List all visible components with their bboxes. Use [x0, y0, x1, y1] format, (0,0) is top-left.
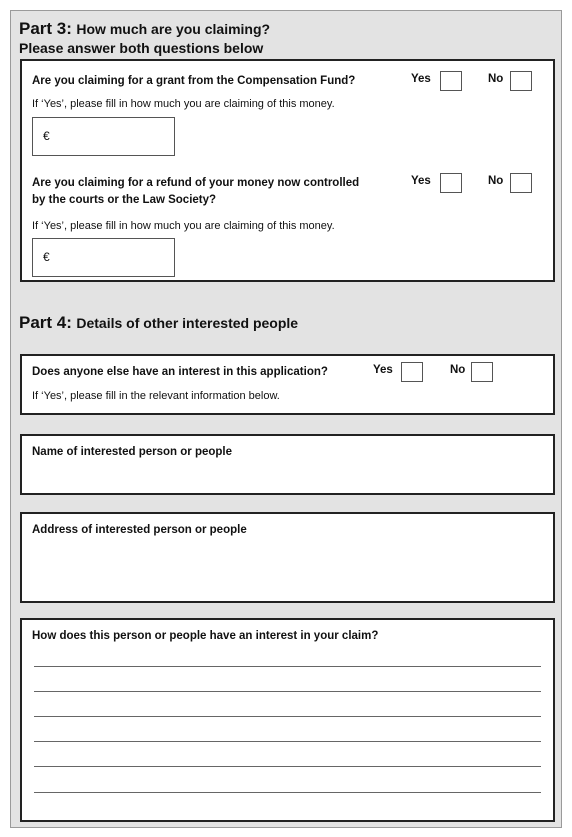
- interest-question: Does anyone else have an interest in this application?: [32, 366, 328, 378]
- form-page: [10, 10, 562, 828]
- grant-no-label: No: [488, 73, 504, 85]
- refund-note: If ‘Yes’, please fill in how much you are claiming of this money.: [32, 220, 335, 232]
- part4-title: Details of other interested people: [76, 315, 299, 331]
- interest-no-checkbox[interactable]: [471, 362, 493, 382]
- refund-yes-label: Yes: [411, 175, 431, 187]
- interested-address-label: Address of interested person or people: [32, 524, 247, 536]
- part3-instruction: Please answer both questions below: [19, 40, 264, 56]
- grant-no-checkbox[interactable]: [510, 71, 532, 91]
- writing-line: [34, 792, 541, 793]
- interest-yes-checkbox[interactable]: [401, 362, 423, 382]
- interested-name-box[interactable]: [20, 434, 555, 495]
- part3-title: How much are you claiming?: [76, 21, 271, 37]
- interest-reason-box[interactable]: [20, 618, 555, 822]
- refund-yes-checkbox[interactable]: [440, 173, 462, 193]
- interest-no-label: No: [450, 364, 466, 376]
- writing-line: [34, 691, 541, 692]
- writing-line: [34, 666, 541, 667]
- interested-name-label: Name of interested person or people: [32, 446, 233, 458]
- writing-line: [34, 716, 541, 717]
- grant-question: Are you claiming for a grant from the Compensation Fund?: [32, 75, 356, 87]
- part3-number: Part 3:: [19, 19, 72, 38]
- part3-heading: [19, 19, 270, 39]
- interest-reason-label: How does this person or people have an interest in your claim?: [32, 630, 379, 642]
- interested-address-box[interactable]: [20, 512, 555, 603]
- refund-no-label: No: [488, 175, 504, 187]
- refund-question-line1: Are you claiming for a refund of your money now controlled: [32, 177, 360, 189]
- writing-line: [34, 766, 541, 767]
- euro-symbol: €: [43, 250, 50, 264]
- grant-yes-checkbox[interactable]: [440, 71, 462, 91]
- part4-heading: [19, 313, 298, 333]
- grant-note: If ‘Yes’, please fill in how much you are claiming of this money.: [32, 98, 335, 110]
- grant-amount-field[interactable]: [32, 117, 175, 156]
- interest-question-box: [20, 354, 555, 415]
- euro-symbol: €: [43, 129, 50, 143]
- part3-questions-box: [20, 59, 555, 282]
- grant-yes-label: Yes: [411, 73, 431, 85]
- refund-amount-field[interactable]: [32, 238, 175, 277]
- interest-yes-label: Yes: [373, 364, 393, 376]
- interest-note: If ‘Yes’, please fill in the relevant information below.: [32, 390, 280, 402]
- refund-question-line2: by the courts or the Law Society?: [32, 194, 217, 206]
- refund-no-checkbox[interactable]: [510, 173, 532, 193]
- part4-number: Part 4:: [19, 313, 72, 332]
- writing-line: [34, 741, 541, 742]
